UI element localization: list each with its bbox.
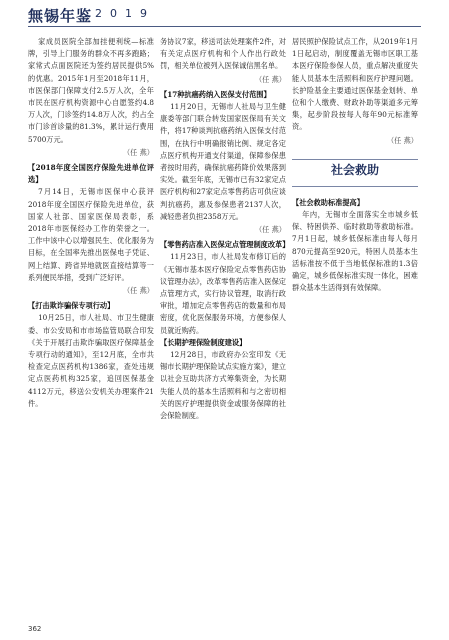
entry-heading: 【17种抗癌药纳入医保支付范围】 bbox=[160, 89, 271, 99]
entry-heading: 【社会救助标准提高】 bbox=[292, 197, 364, 207]
author-credit: （任 燕） bbox=[122, 147, 154, 157]
author-credit: （任 燕） bbox=[254, 74, 286, 84]
section-title bbox=[292, 159, 418, 185]
paragraph: 12月28日，市政府办公室印发《无锡市长期护理保险试点实施方案》，建立以社会互助共济方式筹集资金，为长期失能人员的基本生活照料和与之密切相关的医疗护理提供资金或服务保障的社会保险制度。 bbox=[160, 350, 286, 421]
paragraph: 10月25日，市人社局、市卫生健康委、市公安局和市市场监管局联合印发《关于开展打击欺诈骗取医疗保障基金专项行动的通知》，至12月底，全市共检查定点医药机构1386家，查处违规定点医药机构325家，追回医保基金4112万元，移送公安机关办理案件21件。 bbox=[28, 313, 154, 408]
entry-heading: 【零售药店准入医保定点管理制度改革】 bbox=[160, 240, 290, 250]
author-credit: （任 燕） bbox=[386, 135, 418, 145]
paragraph: 年内，无锡市全面落实全市城乡低保、特困供养、临时救助等救助标准。7月1日起，城乡低保标准由每人每月870元提高至920元，特困人员基本生活标准按不低于当地低保标准的1.3倍确定，城乡低保标准实现一体化，困难群众基本生活得到有效保障。 bbox=[292, 210, 418, 293]
entry-heading: 【打击欺诈骗保专项行动】 bbox=[28, 301, 115, 311]
paragraph: 家成员医院全部加挂便利统—标准牌，引导上门服务的群众不再多跑路；家常式点面医院还为签约居民提供5%的优惠。2015年1月至2018年11月，市医保部门保障支付2.5万人次，全年市民在医疗机构资源中心自愿签约4.8万人次，门诊签约14.8万人次，约占全市门诊首诊量的81.3%，累计运行费用5700万元。 bbox=[28, 37, 154, 144]
text-column-3 bbox=[292, 36, 418, 294]
paragraph: 11月20日，无锡市人社局与卫生健康委等部门联合转发国家医保局有关文件，将17种谈判抗癌药纳入医保支付范围，在执行中明确报销比例、规定各定点医疗机构开通支付渠道，保障参保患者按时用药，确保抗癌药降价效果落到实处。截至年底，无锡市已有32家定点医疗机构和27家定点零售药店可供应谈判抗癌药，惠及参保患者2137人次，减轻患者负担2358万元。 bbox=[160, 102, 286, 221]
author-credit: （任 燕） bbox=[122, 286, 154, 296]
paragraph: 11月23日，市人社局发布修订后的《无锡市基本医疗保险定点零售药店协议管理办法》，改革零售药店准入医保定点管理方式，实行协议管理，取消行政审批，增加定点零售药店的数量和布局密度，优化医保服务环境，方便参保人员就近购药。 bbox=[160, 252, 286, 335]
text-column-2 bbox=[160, 36, 290, 422]
page-number: 362 bbox=[28, 625, 42, 633]
yearbook-year: 2019 bbox=[95, 7, 155, 20]
paragraph: 居民照护保险试点工作，从2019年1月1日起启动，制度覆盖无锡市区职工基本医疗保险参保人员，重点解决重度失能人员基本生活照料和医疗护理问题。长护险基金主要通过医保基金划转、单位和个人缴费、财政补助等渠道多元筹集，起步阶段按每人每年90元标准筹资。 bbox=[292, 37, 418, 132]
text-column-1 bbox=[28, 36, 154, 410]
author-credit: （任 燕） bbox=[254, 225, 286, 235]
yearbook-brand: 無锡年鉴 bbox=[28, 7, 93, 25]
entry-heading: 【2018年度全国医疗保险先进单位评选】 bbox=[28, 163, 154, 185]
paragraph: 7月14日，无锡市医保中心获评2018年度全国医疗保险先进单位，获国家人社部、国家医保局表彰，系2018年市医保经办工作的荣誉之一。工作中该中心以增强民生、优化服务为目标，在全国率先推出医保电子凭证、网上结算、跨省异地就医直接结算等一系列便民举措，受到广泛好评。 bbox=[28, 187, 154, 282]
section-title-text: 社会救助 bbox=[330, 162, 379, 177]
running-header bbox=[0, 0, 449, 26]
paragraph: 务协议7家，移送司法处理案件2件，对有关定点医疗机构和个人作出行政处罚，相关单位被列入医保诚信黑名单。 bbox=[160, 37, 286, 71]
header-rule bbox=[28, 26, 421, 27]
entry-heading: 【长期护理保险制度建设】 bbox=[160, 337, 247, 347]
